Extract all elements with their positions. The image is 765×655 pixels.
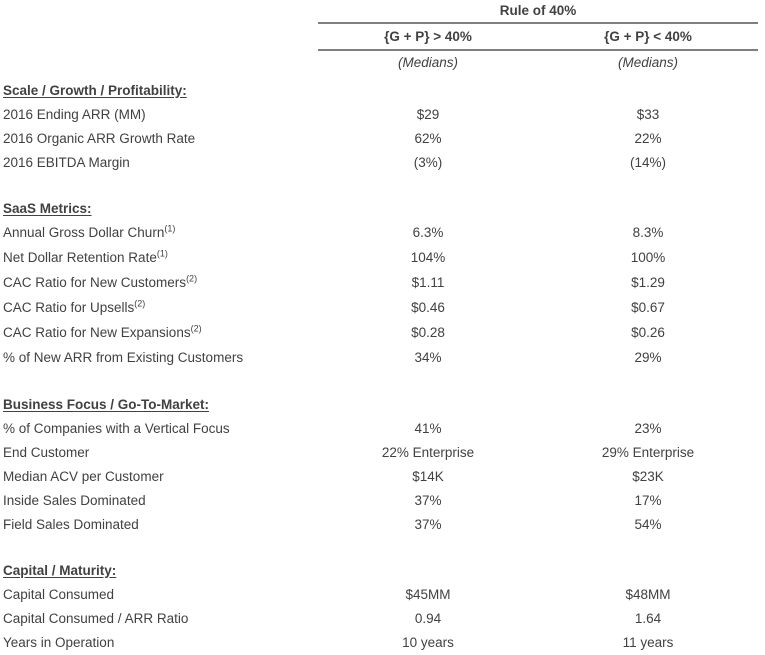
section-title-row bbox=[0, 78, 765, 102]
table-row bbox=[0, 320, 765, 345]
table-row bbox=[0, 102, 765, 126]
section-saas-metrics bbox=[0, 196, 765, 370]
metric-label bbox=[0, 517, 318, 532]
table-row bbox=[0, 488, 765, 512]
section-title-row bbox=[0, 196, 765, 220]
table-row bbox=[0, 126, 765, 150]
metric-label bbox=[0, 350, 318, 365]
section-title-row bbox=[0, 558, 765, 582]
medians-label-col1: (Medians) bbox=[397, 55, 459, 70]
value-col2: $23K bbox=[632, 468, 664, 484]
metric-label-text: End Customer bbox=[3, 444, 90, 460]
value-col1: 10 years bbox=[402, 634, 454, 650]
value-col2: 29% Enterprise bbox=[601, 444, 695, 460]
table-row bbox=[0, 345, 765, 370]
metric-label-text: Capital Consumed bbox=[3, 586, 115, 602]
value-col2: 100% bbox=[630, 250, 666, 265]
metric-label-text: % of Companies with a Vertical Focus bbox=[3, 420, 230, 436]
table-row bbox=[0, 220, 765, 245]
metric-label bbox=[0, 445, 318, 460]
metric-label bbox=[0, 611, 318, 626]
table-title: Rule of 40% bbox=[499, 3, 577, 18]
metric-label-text: Net Dollar Retention Rate bbox=[3, 250, 157, 265]
column-header-gp-above-40: {G + P} > 40% bbox=[384, 29, 472, 44]
medians-row bbox=[0, 51, 765, 74]
column-header-row bbox=[0, 24, 765, 49]
section-title: Capital / Maturity: bbox=[3, 562, 117, 578]
table-row bbox=[0, 512, 765, 536]
table-row bbox=[0, 270, 765, 295]
section-business-focus-gtm bbox=[0, 392, 765, 536]
metric-label-text: 2016 Organic ARR Growth Rate bbox=[3, 130, 196, 146]
value-col2: $48MM bbox=[625, 586, 671, 602]
value-col2: 54% bbox=[634, 516, 662, 532]
value-col1: $0.28 bbox=[411, 325, 445, 340]
metric-label-text: Years in Operation bbox=[3, 634, 115, 650]
metric-label-text: Inside Sales Dominated bbox=[3, 492, 146, 508]
metric-label bbox=[0, 469, 318, 484]
table-row bbox=[0, 464, 765, 488]
section-title: Scale / Growth / Profitability: bbox=[3, 82, 187, 98]
value-col1: $29 bbox=[416, 106, 440, 122]
metric-label bbox=[0, 275, 318, 290]
metric-label bbox=[0, 131, 318, 146]
metric-label bbox=[0, 300, 318, 315]
value-col1: $14K bbox=[412, 468, 444, 484]
value-col2: $0.26 bbox=[631, 325, 665, 340]
value-col2: 17% bbox=[634, 492, 662, 508]
value-col1: 37% bbox=[414, 492, 442, 508]
table-row bbox=[0, 440, 765, 464]
value-col1: 37% bbox=[414, 516, 442, 532]
value-col2: 8.3% bbox=[632, 225, 664, 240]
column-header-gp-below-40: {G + P} < 40% bbox=[604, 29, 692, 44]
metric-label-text: Capital Consumed / ARR Ratio bbox=[3, 610, 189, 626]
metric-label-text: CAC Ratio for New Expansions bbox=[3, 325, 191, 340]
table-row bbox=[0, 295, 765, 320]
section-title: SaaS Metrics: bbox=[3, 200, 92, 216]
metric-label-text: Field Sales Dominated bbox=[3, 516, 139, 532]
metric-label bbox=[0, 250, 318, 265]
section-title: Business Focus / Go-To-Market: bbox=[3, 396, 210, 412]
section-capital-maturity bbox=[0, 558, 765, 654]
value-col1: 62% bbox=[414, 130, 442, 146]
table-row bbox=[0, 582, 765, 606]
table-row bbox=[0, 245, 765, 270]
value-col2: $33 bbox=[636, 106, 660, 122]
medians-label-col2: (Medians) bbox=[617, 55, 679, 70]
metric-label bbox=[0, 155, 318, 170]
metric-label-text: Annual Gross Dollar Churn bbox=[3, 225, 165, 240]
value-col2: 11 years bbox=[622, 634, 674, 650]
metric-label bbox=[0, 635, 318, 650]
value-col1: 0.94 bbox=[414, 610, 442, 626]
value-col1: 41% bbox=[414, 420, 442, 436]
value-col1: 22% Enterprise bbox=[381, 444, 475, 460]
table-row bbox=[0, 630, 765, 654]
section-scale-growth-profitability bbox=[0, 78, 765, 174]
metric-label-text: CAC Ratio for New Customers bbox=[3, 275, 187, 290]
table-row bbox=[0, 606, 765, 630]
section-title-row bbox=[0, 392, 765, 416]
value-col2: (14%) bbox=[629, 154, 666, 170]
value-col2: 1.64 bbox=[634, 610, 662, 626]
value-col1: 6.3% bbox=[412, 225, 444, 240]
value-col1: $45MM bbox=[405, 586, 451, 602]
value-col1: (3%) bbox=[413, 154, 443, 170]
value-col2: 29% bbox=[634, 350, 662, 365]
metric-label-text: % of New ARR from Existing Customers bbox=[3, 350, 244, 365]
value-col1: 34% bbox=[414, 350, 442, 365]
metric-label bbox=[0, 325, 318, 340]
metric-label bbox=[0, 421, 318, 436]
value-col1: $0.46 bbox=[411, 300, 445, 315]
value-col1: 104% bbox=[410, 250, 446, 265]
footnote-ref: (2) bbox=[186, 273, 198, 284]
table-row bbox=[0, 150, 765, 174]
footnote-ref: (2) bbox=[134, 298, 146, 309]
metric-label-text: 2016 EBITDA Margin bbox=[3, 154, 130, 170]
metric-label bbox=[0, 587, 318, 602]
footnote-ref: (2) bbox=[190, 323, 202, 334]
metric-label bbox=[0, 225, 318, 240]
value-col2: $1.29 bbox=[631, 275, 665, 290]
footnote-ref: (1) bbox=[156, 248, 168, 259]
metric-label bbox=[0, 107, 318, 122]
metric-label-text: CAC Ratio for Upsells bbox=[3, 300, 135, 315]
metric-label bbox=[0, 493, 318, 508]
footnote-ref: (1) bbox=[164, 223, 176, 234]
table-row bbox=[0, 416, 765, 440]
metric-label-text: 2016 Ending ARR (MM) bbox=[3, 106, 146, 122]
value-col2: 22% bbox=[634, 130, 662, 146]
value-col1: $1.11 bbox=[411, 275, 445, 290]
value-col2: $0.67 bbox=[631, 300, 665, 315]
value-col2: 23% bbox=[634, 420, 662, 436]
metric-label-text: Median ACV per Customer bbox=[3, 468, 164, 484]
